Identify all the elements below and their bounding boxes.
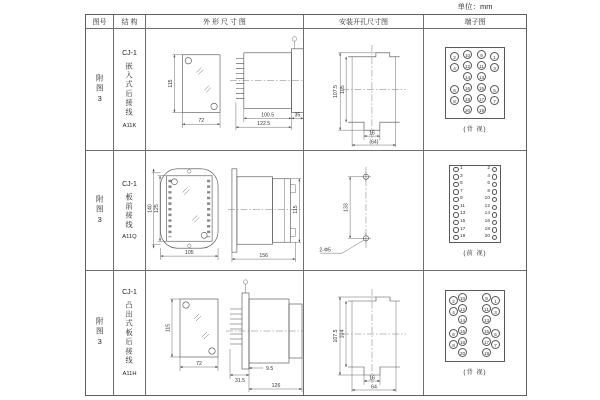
- terminal-pin: 12: [458, 304, 467, 313]
- terminal-pin: 7: [490, 96, 499, 105]
- dim-side-height: 115: [292, 205, 299, 214]
- pin-number: 1: [460, 166, 463, 172]
- terminal-pin: [492, 167, 498, 173]
- terminal-pin: 8: [450, 96, 459, 105]
- terminal-pin: 3: [490, 63, 499, 72]
- terminal-pin: 10: [458, 293, 467, 302]
- pin-number: 5: [460, 181, 463, 187]
- panel-cutout: [333, 289, 406, 392]
- terminal-pin: 16: [463, 83, 472, 92]
- mounting-diagram-a11h: [304, 271, 424, 395]
- terminal-pin: 6: [449, 329, 458, 338]
- terminal-pin: 4: [449, 307, 458, 316]
- terminal-row: [450, 166, 500, 173]
- terminal-pin: 9: [482, 293, 491, 302]
- terminal-diagram-back: [445, 47, 505, 119]
- panel-cutout: [333, 45, 405, 147]
- figure-no: 附图3: [95, 73, 105, 106]
- hole-size-label: 2-Φ5: [318, 247, 331, 254]
- dim-front-width: 72: [195, 361, 202, 367]
- terminal-pin: 14: [463, 72, 472, 81]
- terminal-pin: 2: [450, 52, 459, 61]
- unit-label: 单位：mm: [457, 2, 493, 11]
- terminal-diagram-cell: [424, 29, 526, 151]
- terminal-pin: [492, 174, 498, 180]
- terminal-pin: 5: [491, 329, 500, 338]
- model-code: A11K: [122, 122, 137, 129]
- pin-number: 10: [484, 196, 490, 202]
- terminal-pin: 6: [450, 85, 459, 94]
- terminal-pin: [492, 189, 498, 195]
- terminal-pin: 11: [482, 304, 491, 313]
- terminal-pin: 10: [463, 50, 472, 59]
- terminal-pin: 11: [477, 61, 486, 70]
- terminal-row: [450, 211, 500, 218]
- drill-holes: [319, 167, 371, 254]
- terminal-pin: 18: [463, 94, 472, 103]
- terminal-pin: 19: [477, 105, 486, 114]
- terminal-row: [450, 234, 500, 241]
- mounting-diagram-cell: [304, 271, 424, 395]
- figure-no-cell: [86, 271, 114, 395]
- pin-number: 16: [484, 219, 490, 224]
- header-structure: 结 构: [114, 15, 146, 29]
- model-label: CJ-1: [122, 289, 137, 297]
- mount-type-label: 板前接线: [125, 192, 135, 230]
- dim-front-inner-height: 125: [153, 204, 160, 213]
- front-view: [165, 299, 218, 371]
- terminal-row: [450, 226, 500, 233]
- model-label: CJ-1: [122, 50, 137, 58]
- terminal-pin: 17: [477, 94, 486, 103]
- pin-number: 13: [460, 211, 466, 217]
- figure-no-cell: [86, 29, 114, 151]
- dim-total-width: (64): [368, 139, 378, 146]
- header-outline: 外 形 尺 寸 图: [146, 15, 304, 29]
- terminal-view-caption: (前 视): [463, 249, 487, 257]
- terminal-row: [450, 196, 500, 203]
- terminal-pin: 19: [482, 348, 491, 357]
- terminal-pin: 13: [482, 315, 491, 324]
- terminal-pin: 17: [482, 337, 491, 346]
- terminal-row: [450, 204, 500, 211]
- terminal-row: [450, 173, 500, 180]
- dim-front-height: 115: [165, 323, 171, 333]
- structure-cell: [114, 29, 146, 151]
- dim-outer-height: 107.5: [332, 329, 339, 343]
- pin-number: 6: [487, 181, 490, 187]
- dim-hole-spacing: 133: [343, 203, 350, 212]
- header-terminal: 端子图: [424, 15, 526, 29]
- mount-type-label: 凸出式板后接线: [125, 301, 135, 366]
- outline-diagram-cell: [146, 271, 304, 395]
- terminal-pin: 15: [482, 326, 491, 335]
- terminal-row: [450, 219, 500, 226]
- dim-gap-length: 9.5: [265, 366, 273, 372]
- terminal-pin: [492, 182, 498, 188]
- terminal-pin: 3: [491, 307, 500, 316]
- outline-diagram-cell: [146, 151, 304, 271]
- pin-number: 20: [484, 234, 490, 240]
- dim-front-height: 140: [146, 204, 153, 213]
- figure-no: 附图3: [95, 194, 105, 227]
- dim-front-width: 105: [184, 250, 194, 257]
- terminal-pin: [492, 235, 498, 241]
- outline-diagram-cell: [146, 29, 304, 151]
- terminal-diagram-cell: [424, 151, 526, 271]
- pin-number: 3: [460, 173, 463, 179]
- pin-number: 12: [484, 203, 490, 209]
- terminal-diagram-front: [449, 165, 501, 243]
- terminal-pin: 8: [449, 340, 458, 349]
- terminal-diagram-cell: [424, 271, 526, 395]
- pin-number: 11: [460, 203, 465, 209]
- dim-front-width: 72: [197, 118, 204, 125]
- dim-notch-width: 16: [368, 130, 375, 137]
- mounting-diagram-cell: [304, 151, 424, 271]
- pin-number: 4: [487, 173, 490, 179]
- terminal-pin: [492, 197, 498, 203]
- terminal-pin: 14: [458, 315, 467, 324]
- outline-diagram-a11h: [146, 271, 304, 395]
- terminal-pin: 18: [458, 337, 467, 346]
- header-figure-no: 图号: [86, 15, 114, 29]
- figure-no-cell: [86, 151, 114, 271]
- terminal-pin: 13: [477, 72, 486, 81]
- mount-type-label: 嵌入式后接线: [125, 62, 135, 118]
- outline-diagram-a11q: [146, 151, 304, 270]
- side-view: [229, 37, 303, 131]
- terminal-pin: [492, 205, 498, 211]
- spec-table: [85, 14, 527, 396]
- dim-body-length: 100.5: [260, 112, 274, 119]
- pin-number: 17: [460, 226, 466, 232]
- terminal-pin: 4: [450, 63, 459, 72]
- terminal-pin: 1: [490, 52, 499, 61]
- dim-outer-height: 107.5: [332, 85, 339, 98]
- terminal-pin: 12: [463, 61, 472, 70]
- pin-number: 19: [460, 234, 466, 240]
- front-view: [147, 169, 218, 260]
- dim-rear-length: 35: [294, 112, 300, 119]
- dim-total-length: 122.5: [256, 121, 270, 128]
- terminal-pin: 1: [491, 296, 500, 305]
- mounting-diagram-a11q: [304, 151, 424, 270]
- terminal-diagram-back: [445, 290, 505, 362]
- dim-pin-length: 31.5: [234, 378, 245, 384]
- dim-total-width: 64: [370, 384, 377, 391]
- terminal-view-caption: (背 视): [463, 369, 487, 376]
- terminal-pin: 2: [449, 296, 458, 305]
- model-code: A11H: [122, 370, 137, 377]
- dim-side-length: 156: [258, 253, 268, 260]
- model-code: A11Q: [122, 234, 137, 241]
- terminal-pin: 5: [490, 85, 499, 94]
- outline-diagram-a11k: [146, 29, 304, 150]
- front-view: [167, 55, 219, 128]
- dim-body-length: 126: [271, 383, 280, 389]
- side-view: [227, 169, 300, 262]
- terminal-pin: 16: [458, 326, 467, 335]
- pin-number: 9: [460, 196, 463, 202]
- figure-no: 附图3: [95, 317, 105, 349]
- terminal-pin: 15: [477, 83, 486, 92]
- pin-number: 15: [460, 219, 466, 224]
- dim-inner-height: 104: [339, 329, 345, 339]
- pin-number: 14: [484, 211, 490, 217]
- structure-cell: [114, 271, 146, 395]
- terminal-pin: 20: [463, 105, 472, 114]
- mounting-diagram-a11k: [304, 29, 424, 150]
- dim-inner-height: 105: [339, 85, 346, 94]
- structure-cell: [114, 151, 146, 271]
- mounting-diagram-cell: [304, 29, 424, 151]
- terminal-pin: 9: [477, 50, 486, 59]
- terminal-pin: 20: [458, 348, 467, 357]
- pin-number: 7: [460, 188, 463, 194]
- pin-number: 8: [487, 188, 490, 194]
- side-view: [226, 280, 303, 392]
- dim-front-height: 115: [167, 79, 174, 88]
- terminal-pin: [492, 212, 498, 218]
- header-mounting: 安装开孔尺寸图: [304, 15, 424, 29]
- dim-notch-width: 16: [368, 375, 375, 382]
- model-label: CJ-1: [122, 180, 137, 188]
- terminal-pin: 7: [491, 340, 500, 349]
- pin-number: 18: [484, 226, 490, 232]
- terminal-pin: [492, 220, 498, 226]
- terminal-row: [450, 189, 500, 196]
- terminal-row: [450, 181, 500, 188]
- terminal-pin: [492, 227, 498, 233]
- pin-number: 2: [487, 166, 490, 172]
- terminal-view-caption: (背 视): [463, 125, 487, 133]
